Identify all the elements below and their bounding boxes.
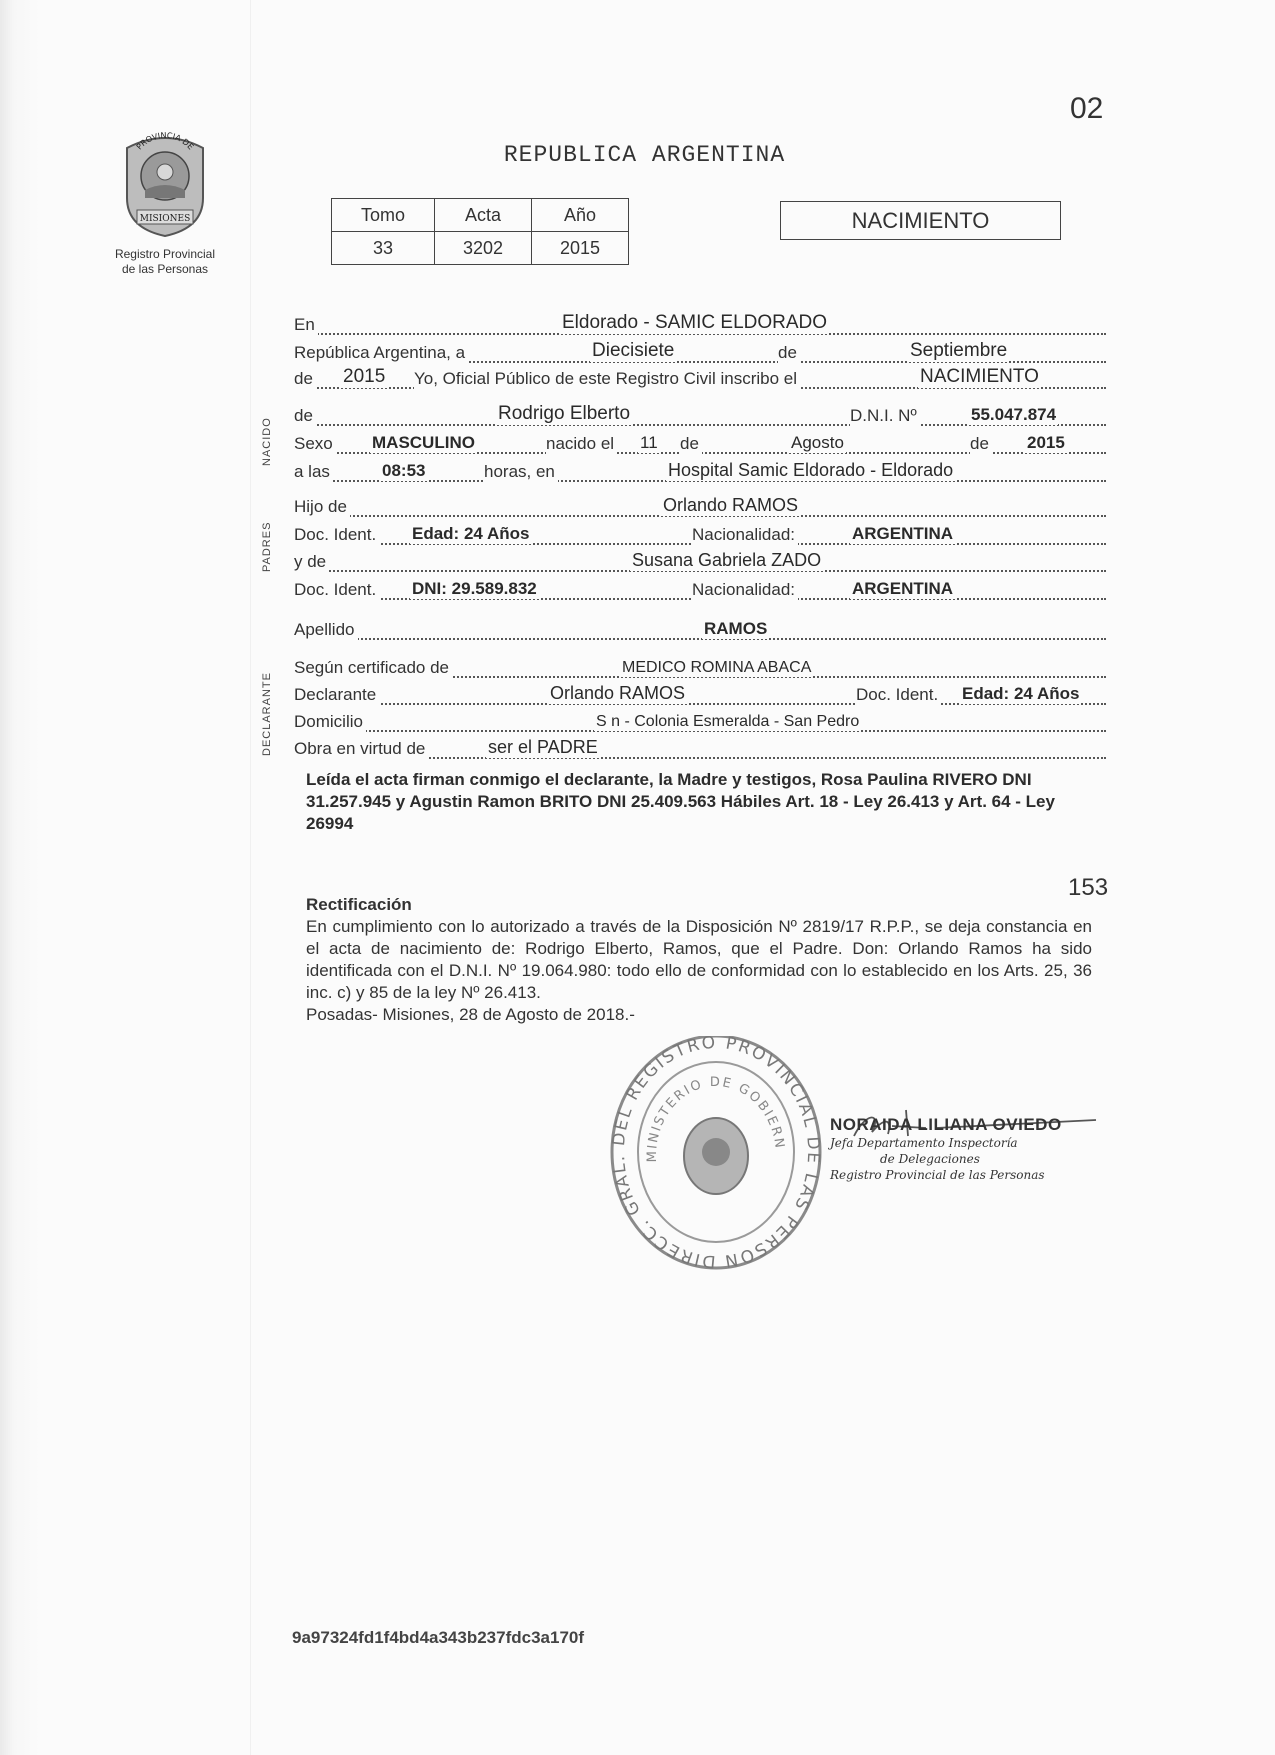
registry-seal-icon [606,1036,826,1276]
label-de: de [294,369,316,389]
rectification-place-date: Posadas- Misiones, 28 de Agosto de 2018.- [306,1005,635,1024]
svg-text:MINISTERIO DE GOBIERNO: MINISTERIO DE GOBIERN [644,1074,787,1163]
rectification-number: 153 [1068,874,1109,901]
label-sexo: Sexo [294,434,336,454]
line-republica [294,337,1106,363]
label-domicilio: Domicilio [294,712,366,732]
rectification-title: Rectificación [306,895,412,914]
value-apellido: RAMOS [704,619,768,638]
value-doc-madre: DNI: 29.589.832 [412,579,537,598]
register-header-row [332,199,629,232]
value-dia-inscripcion: Diecisiete [592,340,675,361]
line-en [294,309,1106,335]
ano-header: Año [532,199,629,232]
record-type-box: NACIMIENTO [780,201,1061,240]
value-nombre: Rodrigo Elberto [498,403,631,424]
svg-text:DIRECC. GRAL. DEL REGISTRO PRO: DIRECC. GRAL. DEL REGISTRO PROVINCIAL DE LAS PERSON [609,1036,824,1272]
tomo-header: Tomo [332,199,435,232]
label-y-de: y de [294,552,329,572]
label-dni: D.N.I. Nº [850,406,920,426]
signatory-role: Registro Provincial de las Personas [830,1168,1045,1182]
value-obra: ser el PADRE [488,737,598,757]
signing-note: Leída el acta firman conmigo el declarante, la Madre y testigos, Rosa Paulina RIVERO DNI 31.257.945 y Agustin Ramon BRITO DNI 25.409.563 Hábiles Art. 18 - Ley 26.413 y Art. 64 - Ley 26994 [306,770,1055,833]
signatory-role: de Delegaciones [880,1152,980,1166]
label-hijo-de: Hijo de [294,497,350,517]
tomo-value: 33 [332,232,435,265]
line-doc-madre [294,574,1106,600]
line-nombre [294,400,1106,426]
line-hora [294,456,1106,482]
label-nacionalidad: Nacionalidad: [692,580,798,600]
value-nacionalidad-madre: ARGENTINA [852,579,954,598]
label-inscribo: Yo, Oficial Público de este Registro Civil inscribo el [414,369,800,389]
side-label-padres: PADRES [261,521,273,572]
signatory-block [830,1115,1062,1183]
value-dni-nacido: 55.047.874 [971,405,1057,424]
line-inscribo [294,363,1106,389]
line-domicilio [294,706,1106,732]
value-sexo: MASCULINO [372,433,475,452]
rectification-body: En cumplimiento con lo autorizado a través de la Disposición Nº 2819/17 R.P.P., se deja constancia en el acta de nacimiento de: Rodrigo Elberto, Ramos, que el Padre. Don: Orlando Ramos ha sido identificada con el D.N.I. Nº 19.064.980: todo ello de conformidad con lo establecido en los Arts. 25, 36 inc. c) y 85 de la ley Nº 26.413. [306,917,1092,1002]
label-doc-ident: Doc. Ident. [294,525,379,545]
label-de: de [778,343,800,363]
registry-label: Registro Provincial de las Personas [114,247,216,276]
label-apellido: Apellido [294,620,358,640]
ano-value: 2015 [532,232,629,265]
value-domicilio: S n - Colonia Esmeralda - San Pedro [596,713,860,730]
side-label-declarante: DECLARANTE [261,672,273,756]
value-dia-nacimiento: 11 [640,433,658,452]
line-declarante [294,679,1106,705]
register-table [331,198,629,265]
label-certificado: Según certificado de [294,658,452,678]
label-nacionalidad: Nacionalidad: [692,525,798,545]
value-padre: Orlando RAMOS [663,495,799,515]
register-value-row [332,232,629,265]
svg-text:PROVINCIA DE: PROVINCIA DE [134,130,196,152]
country-title: REPUBLICA ARGENTINA [503,142,786,168]
value-declarante: Orlando RAMOS [550,683,686,703]
value-hora: 08:53 [382,461,426,480]
label-nacido-el: nacido el [546,434,617,454]
label-declarante: Declarante [294,685,379,705]
line-apellido [294,614,1106,640]
value-lugar: Eldorado - SAMIC ELDORADO [562,312,828,333]
signatory-role: Jefa Departamento Inspectoría [830,1136,1018,1150]
label-de: de [680,434,702,454]
line-obra [294,733,1106,759]
paper-crease [250,0,251,1755]
value-mes-inscripcion: Septiembre [910,340,1008,361]
value-certificado: MEDICO ROMINA ABACA [622,659,812,676]
acta-header: Acta [435,199,532,232]
label-en: En [294,315,318,335]
label-de: de [294,406,316,426]
line-certificado [294,652,1106,678]
value-doc-declarante: Edad: 24 Años [962,684,1080,703]
svg-text:MISIONES: MISIONES [139,214,191,224]
line-hijo-de [294,491,1106,517]
label-doc-ident: Doc. Ident. [294,580,379,600]
signatory-name: NORAIDA LILIANA OVIEDO [830,1115,1062,1134]
value-ano-nacimiento: 2015 [1027,433,1065,452]
document-hash: 9a97324fd1f4bd4a343b237fdc3a170f [292,1628,585,1647]
value-madre: Susana Gabriela ZADO [632,550,822,570]
value-ano-inscripcion: 2015 [343,366,386,387]
acta-value: 3202 [435,232,532,265]
label-republica: República Argentina, a [294,343,468,363]
official-seal [606,1036,826,1281]
rectification-section [306,894,1092,1026]
label-de: de [970,434,992,454]
line-sexo [294,428,1106,454]
label-obra: Obra en virtud de [294,739,428,759]
side-label-nacido: NACIDO [261,417,273,466]
line-doc-padre [294,519,1106,545]
value-nacionalidad-padre: ARGENTINA [852,524,954,543]
value-mes-nacimiento: Agosto [791,433,844,452]
label-doc-ident: Doc. Ident. [856,685,941,705]
label-a-las: a las [294,462,333,482]
page-number: 02 [1070,92,1104,125]
value-lugar-nacimiento: Hospital Samic Eldorado - Eldorado [668,460,954,480]
value-doc-padre: Edad: 24 Años [412,524,530,543]
label-horas-en: horas, en [484,462,558,482]
line-y-de [294,546,1106,572]
value-tipo-acta: NACIMIENTO [920,366,1039,387]
